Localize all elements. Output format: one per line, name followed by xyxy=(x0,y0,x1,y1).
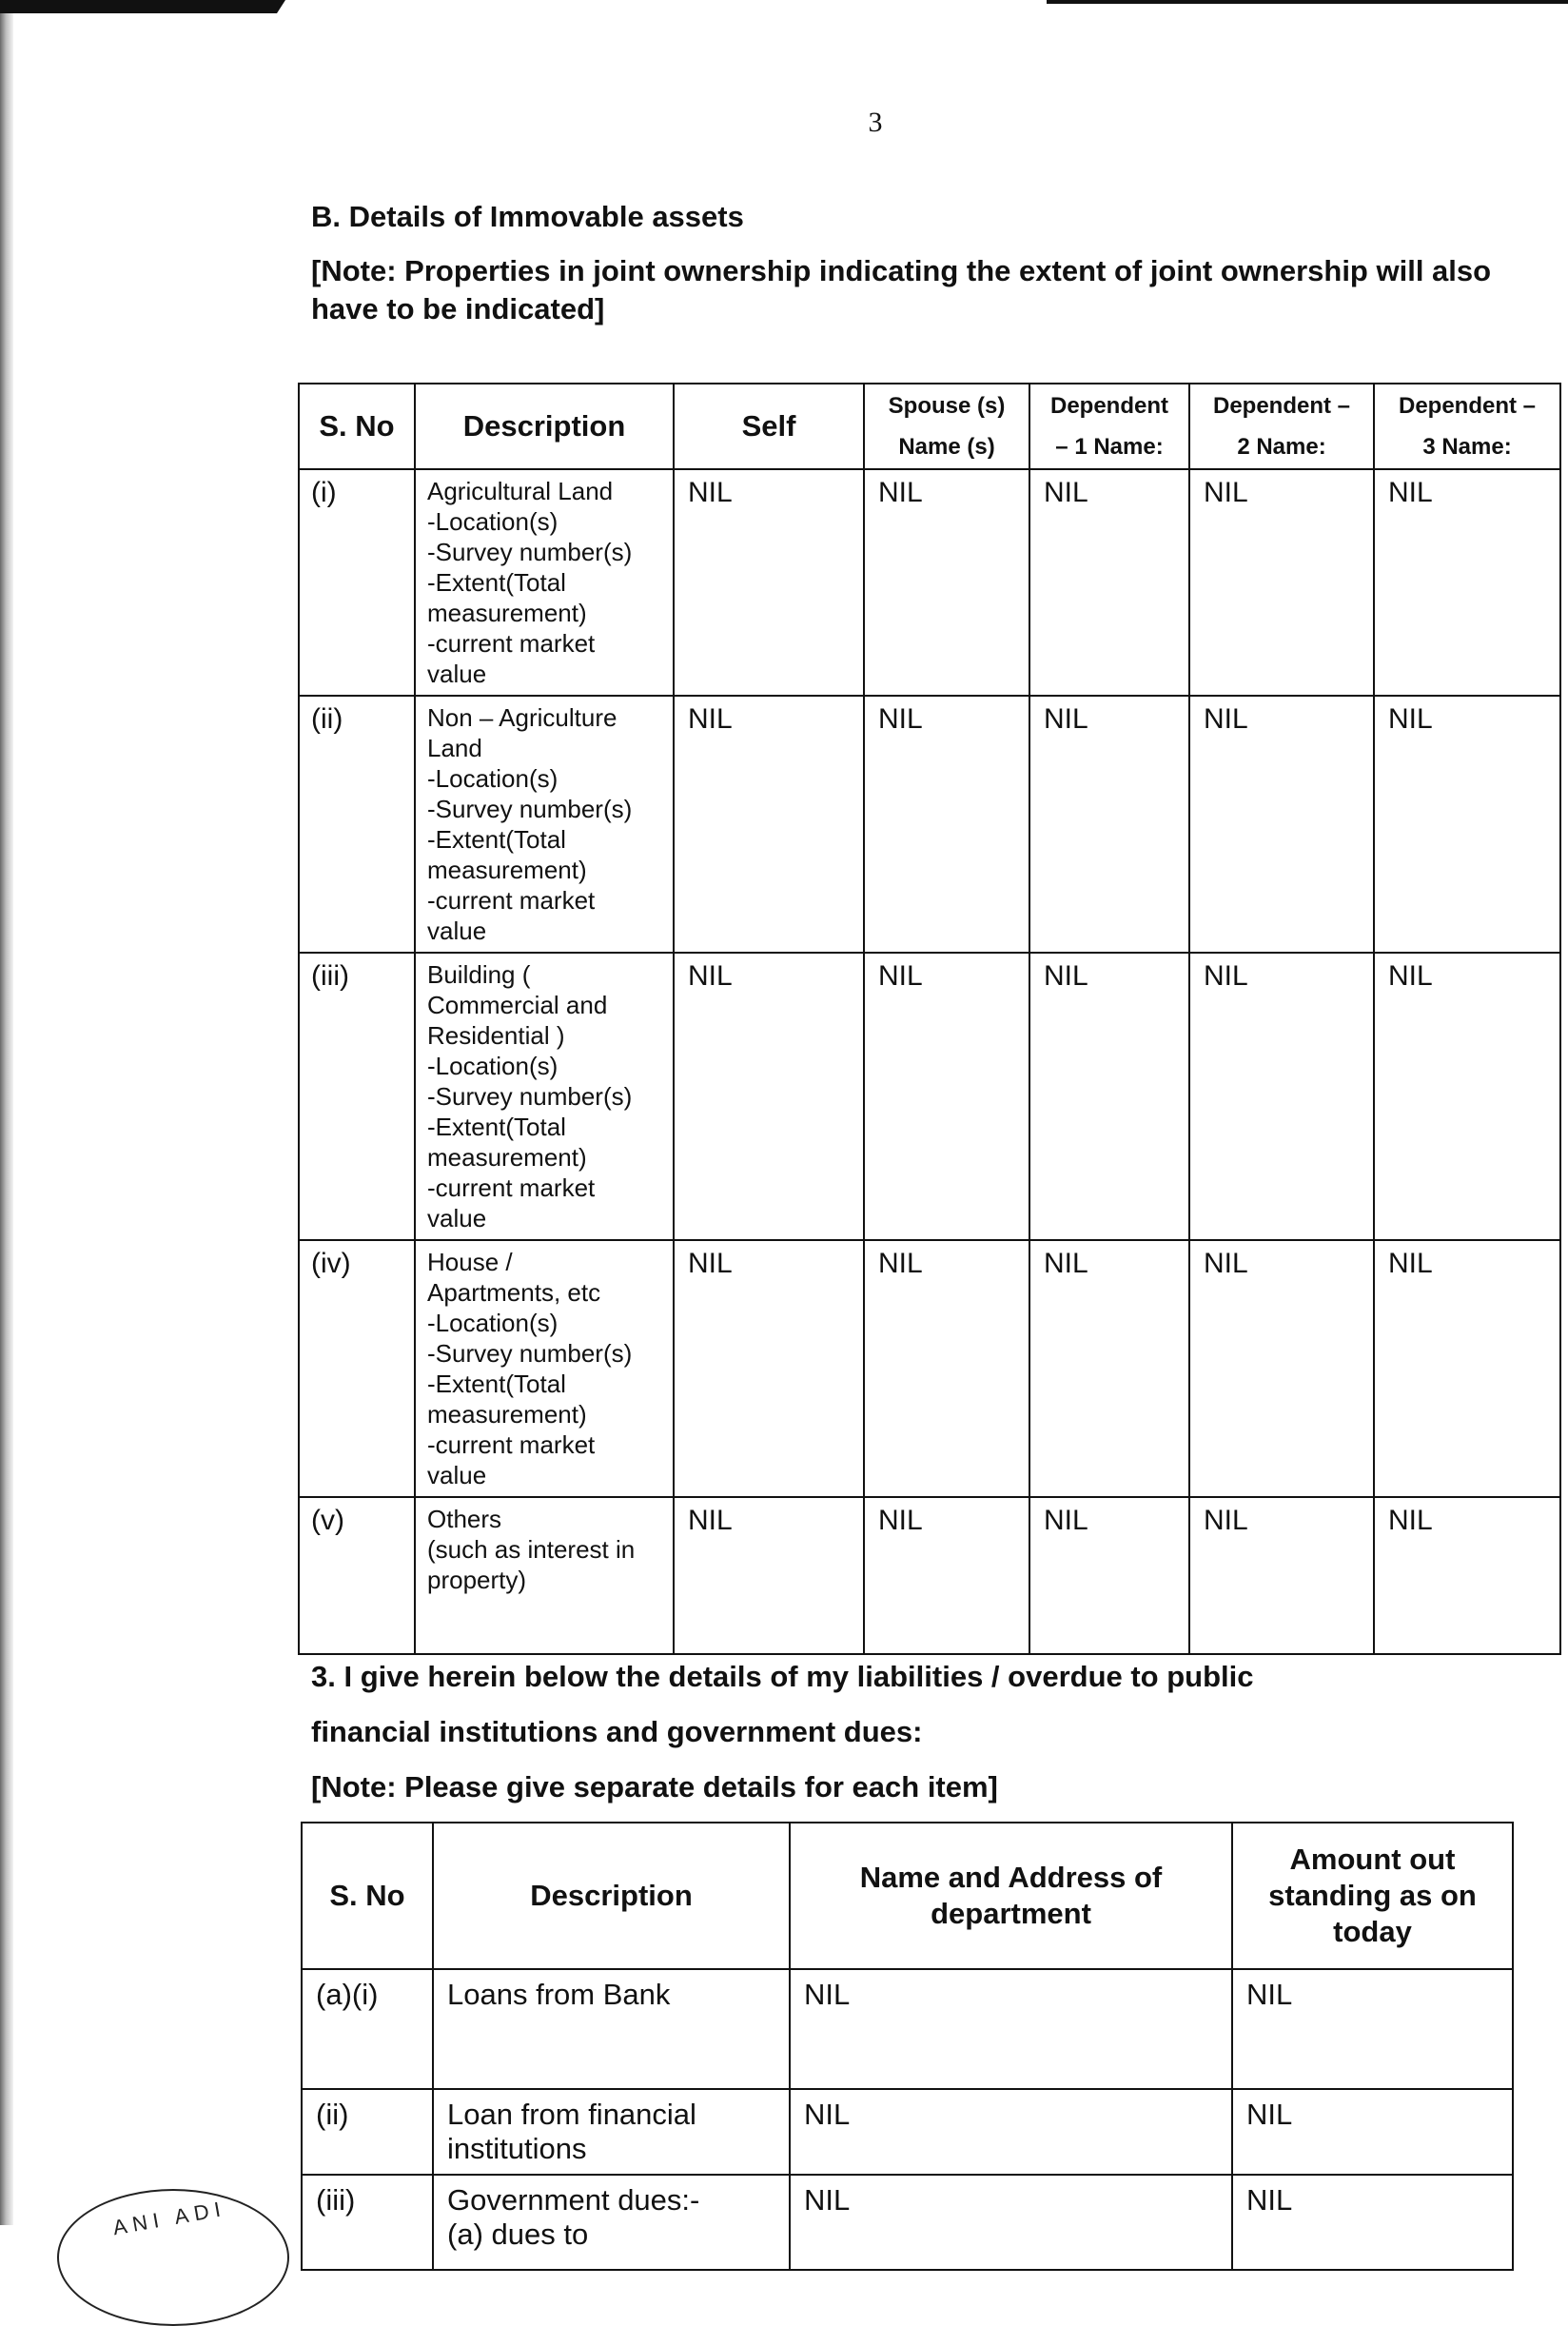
description-line: -Survey number(s) xyxy=(427,795,633,823)
page-number: 3 xyxy=(868,107,883,138)
description-line: Loan from financial institutions xyxy=(447,2098,696,2165)
row-description xyxy=(433,1969,790,2089)
description-line: measurement) xyxy=(427,1143,587,1172)
table-row xyxy=(299,696,1560,953)
description-line: Building ( xyxy=(427,960,531,989)
value-dep1: NIL xyxy=(1029,1497,1189,1654)
description-line: -Location(s) xyxy=(427,1309,559,1337)
header-dependent-2: Dependent – 2 Name: xyxy=(1189,384,1374,469)
value-dep2: NIL xyxy=(1189,696,1374,953)
value-dep3: NIL xyxy=(1374,469,1560,696)
description-line: -current market xyxy=(427,1430,596,1459)
row-description xyxy=(433,2089,790,2175)
value-self: NIL xyxy=(674,1240,864,1497)
section-3-line2: financial institutions and government dues: xyxy=(311,1715,923,1748)
row-sno: (ii) xyxy=(299,696,415,953)
value-dep3: NIL xyxy=(1374,696,1560,953)
row-sno: (a)(i) xyxy=(302,1969,433,2089)
value-self: NIL xyxy=(674,1497,864,1654)
description-line: measurement) xyxy=(427,856,587,884)
description-line: measurement) xyxy=(427,599,587,627)
row-sno: (iv) xyxy=(299,1240,415,1497)
description-line: -Survey number(s) xyxy=(427,1082,633,1111)
scan-left-edge xyxy=(0,0,13,2225)
table-row xyxy=(299,1497,1560,1654)
value-dep2: NIL xyxy=(1189,469,1374,696)
value-dep1: NIL xyxy=(1029,469,1189,696)
header-self: Self xyxy=(674,384,864,469)
header-sno: S. No xyxy=(302,1823,433,1969)
immovable-assets-table xyxy=(298,383,1561,1655)
value-dep1: NIL xyxy=(1029,1240,1189,1497)
description-line: Non – Agriculture xyxy=(427,703,617,732)
header-dependent-3: Dependent – 3 Name: xyxy=(1374,384,1560,469)
description-line: Agricultural Land xyxy=(427,477,614,505)
description-line: Residential ) xyxy=(427,1021,565,1050)
header-description: Description xyxy=(415,384,674,469)
row-sno: (ii) xyxy=(302,2089,433,2175)
value-self: NIL xyxy=(674,469,864,696)
header-description: Description xyxy=(433,1823,790,1969)
description-line: House / xyxy=(427,1248,513,1276)
description-line: -Location(s) xyxy=(427,1052,559,1080)
description-line: -current market xyxy=(427,629,596,658)
section-b-note: [Note: Properties in joint ownership indicating the extent of joint ownership will also have to be indicated] xyxy=(311,254,1492,325)
row-description xyxy=(415,696,674,953)
description-line: -Extent(Total xyxy=(427,825,566,854)
value-dep1: NIL xyxy=(1029,953,1189,1240)
table-row xyxy=(299,469,1560,696)
value-dep1: NIL xyxy=(1029,696,1189,953)
value-dep2: NIL xyxy=(1189,1240,1374,1497)
description-line: (a) dues to xyxy=(447,2218,589,2251)
row-description xyxy=(433,2175,790,2270)
value-dep2: NIL xyxy=(1189,953,1374,1240)
section-3-note: [Note: Please give separate details for each item] xyxy=(311,1770,998,1804)
value-spouse: NIL xyxy=(864,469,1029,696)
value-name-address: NIL xyxy=(790,2089,1232,2175)
description-line: -Extent(Total xyxy=(427,568,566,597)
value-spouse: NIL xyxy=(864,696,1029,953)
table-header-row xyxy=(302,1823,1513,1969)
row-description xyxy=(415,1240,674,1497)
description-line: value xyxy=(427,917,487,945)
value-name-address: NIL xyxy=(790,1969,1232,2089)
description-line: -Extent(Total xyxy=(427,1370,566,1398)
stamp-text: ANI ADI xyxy=(110,2196,228,2240)
table-row xyxy=(299,953,1560,1240)
value-dep2: NIL xyxy=(1189,1497,1374,1654)
description-line: Commercial and xyxy=(427,991,608,1019)
scan-top-right-line xyxy=(1047,0,1568,4)
value-spouse: NIL xyxy=(864,1240,1029,1497)
section-b-title: B. Details of Immovable assets xyxy=(311,200,744,233)
description-line: -Survey number(s) xyxy=(427,538,633,566)
description-line: Loans from Bank xyxy=(447,1978,671,2011)
value-dep3: NIL xyxy=(1374,1240,1560,1497)
description-line: -current market xyxy=(427,1173,596,1202)
row-sno: (iii) xyxy=(302,2175,433,2270)
description-line: property) xyxy=(427,1566,527,1594)
description-line: Government dues:- xyxy=(447,2183,700,2217)
value-dep3: NIL xyxy=(1374,1497,1560,1654)
description-line: Others xyxy=(427,1505,502,1533)
table-row xyxy=(302,2175,1513,2270)
description-line: -current market xyxy=(427,886,596,915)
description-line: Apartments, etc xyxy=(427,1278,601,1307)
description-line: -Survey number(s) xyxy=(427,1339,633,1368)
value-self: NIL xyxy=(674,696,864,953)
table-header-row xyxy=(299,384,1560,469)
description-line: measurement) xyxy=(427,1400,587,1429)
row-description xyxy=(415,1497,674,1654)
description-line: Land xyxy=(427,734,482,762)
scan-top-left-mark xyxy=(0,0,285,13)
value-spouse: NIL xyxy=(864,953,1029,1240)
description-line: -Extent(Total xyxy=(427,1113,566,1141)
row-sno: (v) xyxy=(299,1497,415,1654)
description-line: (such as interest in xyxy=(427,1535,636,1564)
value-amount: NIL xyxy=(1232,1969,1513,2089)
header-spouse: Spouse (s) Name (s) xyxy=(864,384,1029,469)
liabilities-table xyxy=(301,1822,1514,2271)
value-amount: NIL xyxy=(1232,2175,1513,2270)
row-sno: (i) xyxy=(299,469,415,696)
section-3-line1: 3. I give herein below the details of my liabilities / overdue to public xyxy=(311,1660,1254,1693)
row-description xyxy=(415,953,674,1240)
description-line: -Location(s) xyxy=(427,764,559,793)
row-sno: (iii) xyxy=(299,953,415,1240)
header-name-address: Name and Address of department xyxy=(790,1823,1232,1969)
description-line: value xyxy=(427,660,487,688)
value-amount: NIL xyxy=(1232,2089,1513,2175)
header-dependent-1: Dependent – 1 Name: xyxy=(1029,384,1189,469)
value-spouse: NIL xyxy=(864,1497,1029,1654)
description-line: value xyxy=(427,1204,487,1232)
table-row xyxy=(302,2089,1513,2175)
header-amount: Amount out standing as on today xyxy=(1232,1823,1513,1969)
description-line: value xyxy=(427,1461,487,1489)
table-row xyxy=(299,1240,1560,1497)
description-line: -Location(s) xyxy=(427,507,559,536)
row-description xyxy=(415,469,674,696)
table-row xyxy=(302,1969,1513,2089)
value-name-address: NIL xyxy=(790,2175,1232,2270)
value-dep3: NIL xyxy=(1374,953,1560,1240)
value-self: NIL xyxy=(674,953,864,1240)
header-sno: S. No xyxy=(299,384,415,469)
